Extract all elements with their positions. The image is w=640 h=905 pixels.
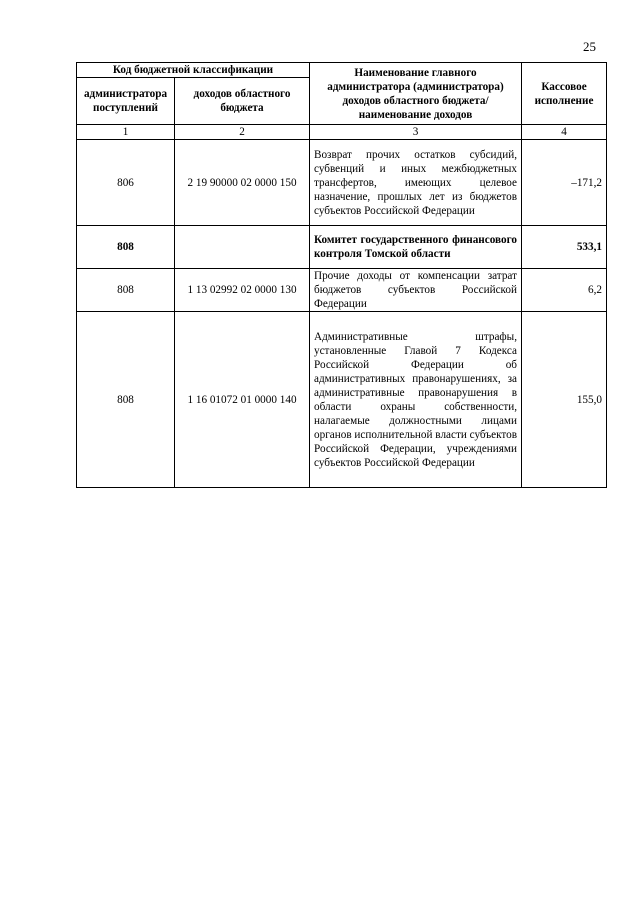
income-code-cell: 1 16 01072 01 0000 140 (175, 312, 310, 488)
income-code-cell: 2 19 90000 02 0000 150 (175, 140, 310, 226)
column-number-2: 2 (175, 125, 310, 140)
header-cash-execution: Кассовое исполнение (522, 63, 607, 125)
amount-cell: 6,2 (522, 269, 607, 312)
column-number-1: 1 (77, 125, 175, 140)
income-name-cell: Прочие доходы от компенсации затрат бюджетов субъектов Российской Федерации (310, 269, 522, 312)
table-row (77, 226, 607, 269)
admin-code-cell: 806 (77, 140, 175, 226)
header-budget-classification-code: Код бюджетной классификации (77, 63, 310, 78)
header-regional-budget-income: доходов областного бюджета (175, 78, 310, 125)
budget-table (76, 62, 607, 488)
admin-code-cell: 808 (77, 269, 175, 312)
amount-cell: 533,1 (522, 226, 607, 269)
amount-cell: –171,2 (522, 140, 607, 226)
table-row (77, 312, 607, 488)
table-row (77, 140, 607, 226)
admin-code-cell: 808 (77, 312, 175, 488)
table-row (77, 269, 607, 312)
income-code-cell: 1 13 02992 02 0000 130 (175, 269, 310, 312)
admin-name-cell: Комитет государственного финансового контроля Томской области (310, 226, 522, 269)
column-number-4: 4 (522, 125, 607, 140)
amount-cell: 155,0 (522, 312, 607, 488)
column-number-3: 3 (310, 125, 522, 140)
header-admin-name: Наименование главного администратора (администратора) доходов областного бюджета/ наименование доходов (310, 63, 522, 125)
income-name-cell: Возврат прочих остатков субсидий, субвенций и иных межбюджетных трансфертов, имеющих целевое назначение, прошлых лет из бюджетов субъектов Российской Федерации (310, 140, 522, 226)
header-admin-receipts: администратора поступлений (77, 78, 175, 125)
page-number: 25 (583, 39, 596, 54)
admin-code-cell: 808 (77, 226, 175, 269)
income-code-cell (175, 226, 310, 269)
income-name-cell: Административные штрафы, установленные Главой 7 Кодекса Российской Федерации об административных правонарушениях, за административные правонарушения в области охраны собственности, налагаемые должностными лицами органов исполнительной власти субъектов Российской Федерации, учреждениями субъектов Российской Федерации (310, 312, 522, 488)
